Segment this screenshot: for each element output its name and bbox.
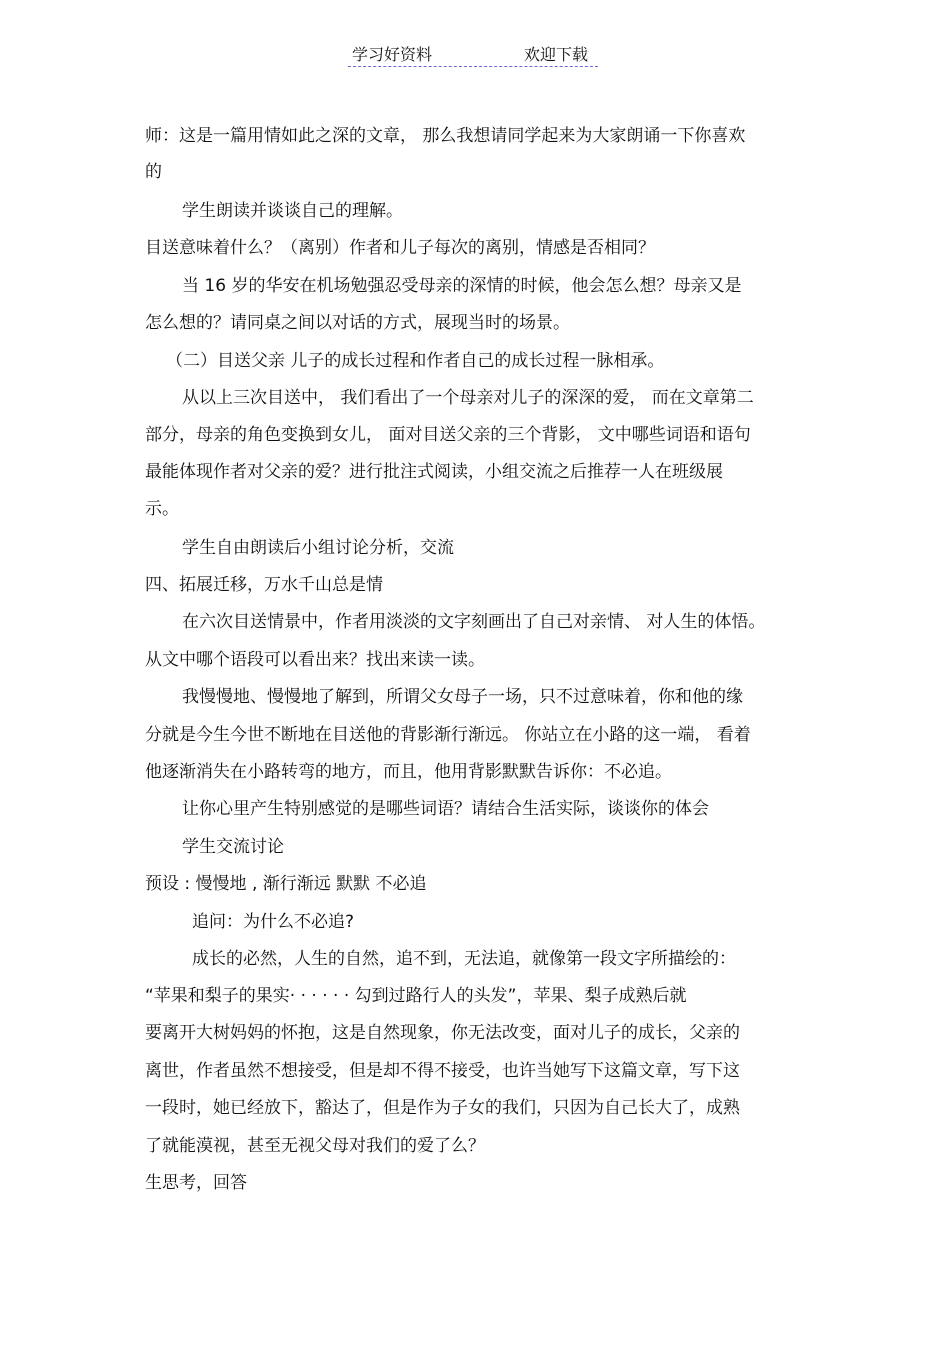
text-line: 离世，作者虽然不想接受，但是却不得不接受，也许当她写下这篇文章，写下这 xyxy=(145,1061,740,1081)
text-line: 怎么想的？请同桌之间以对话的方式，展现当时的场景。 xyxy=(145,313,570,333)
text-line: 预设 : 慢慢地 , 渐行渐远 默默 不必追 xyxy=(145,874,427,894)
text-line: 四、拓展迁移，万水千山总是情 xyxy=(145,575,383,595)
text-line: 部分，母亲的角色变换到女儿， 面对目送父亲的三个背影， 文中哪些词语和语句 xyxy=(145,425,751,445)
text-line: 最能体现作者对父亲的爱？进行批注式阅读，小组交流之后推荐一人在班级展 xyxy=(145,462,723,482)
text-line: 学生自由朗读后小组讨论分析，交流 xyxy=(182,538,454,558)
text-line: 从文中哪个语段可以看出来？找出来读一读。 xyxy=(145,650,485,670)
text-line: 成长的必然，人生的自然，追不到，无法追，就像第一段文字所描绘的： xyxy=(192,949,736,969)
text-line: 目送意味着什么？（离别）作者和儿子每次的离别，情感是否相同？ xyxy=(145,238,655,258)
text-line: 学生交流讨论 xyxy=(182,837,284,857)
text-line: 学生朗读并谈谈自己的理解。 xyxy=(182,201,403,221)
text-line: “苹果和梨子的果实· · · · · · 勾到过路行人的头发”，苹果、梨子成熟后就 xyxy=(145,986,687,1006)
text-line: 在六次目送情景中，作者用淡淡的文字刻画出了自己对亲情、 对人生的体悟。 xyxy=(182,612,766,632)
text-line: 一段时，她已经放下，豁达了，但是作为子女的我们，只因为自己长大了，成熟 xyxy=(145,1098,740,1118)
text-line: 生思考，回答 xyxy=(145,1173,247,1193)
header-left-text: 学习好资料 xyxy=(352,45,433,64)
text-line: （二）目送父亲 儿子的成长过程和作者自己的成长过程一脉相承。 xyxy=(166,351,665,371)
text-line: 师：这是一篇用情如此之深的文章， 那么我想请同学起来为大家朗诵一下你喜欢 xyxy=(145,126,746,146)
text-line: 我慢慢地、慢慢地了解到，所谓父女母子一场，只不过意味着，你和他的缘 xyxy=(182,687,743,707)
text-line: 他逐渐消失在小路转弯的地方，而且，他用背影默默告诉你：不必追。 xyxy=(145,762,672,782)
text-line: 分就是今生今世不断地在目送他的背影渐行渐远。 你站立在小路的这一端， 看着 xyxy=(145,725,751,745)
header-right-text: 欢迎下载 xyxy=(524,45,589,64)
text-line: 让你心里产生特别感觉的是哪些词语？请结合生活实际，谈谈你的体会 xyxy=(182,799,709,819)
text-line: 示。 xyxy=(145,499,179,519)
text-line: 了就能漠视，甚至无视父母对我们的爱了么？ xyxy=(145,1136,485,1156)
text-line: 要离开大树妈妈的怀抱，这是自然现象，你无法改变，面对儿子的成长，父亲的 xyxy=(145,1023,740,1043)
text-line: 追问：为什么不必追? xyxy=(192,912,355,932)
text-line: 当 16 岁的华安在机场勉强忍受母亲的深情的时候，他会怎么想？母亲又是 xyxy=(182,276,742,296)
text-line: 的 xyxy=(145,162,162,182)
text-line: 从以上三次目送中， 我们看出了一个母亲对儿子的深深的爱， 而在文章第二 xyxy=(182,388,754,408)
page-header xyxy=(348,40,598,67)
